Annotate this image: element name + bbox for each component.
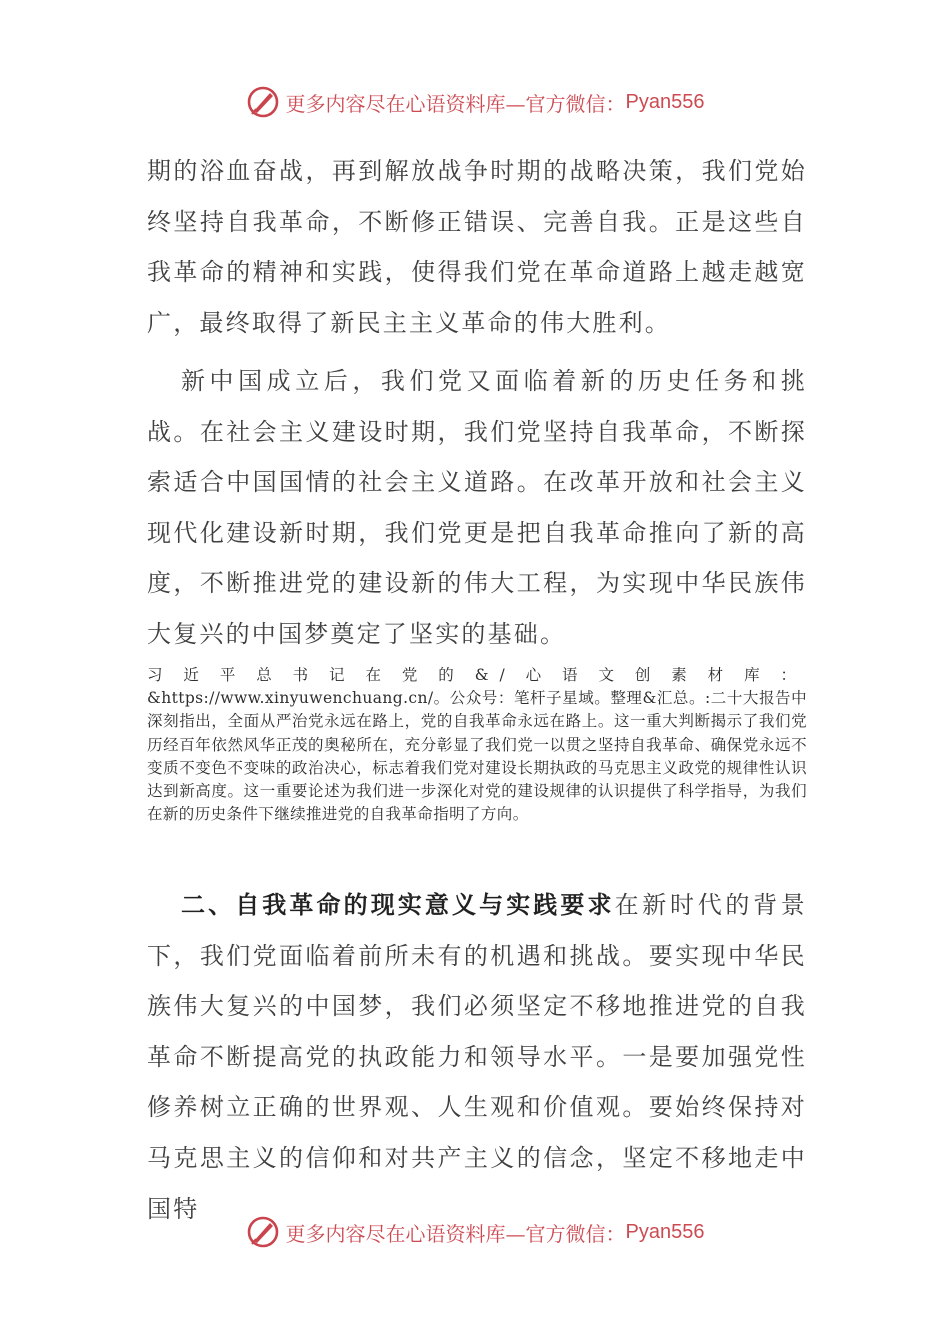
quill-pen-icon xyxy=(246,1215,280,1249)
section-text: 在新时代的背景下，我们党面临着前所未有的机遇和挑战。要实现中华民族伟大复兴的中国梦，我们必须坚定不移地推进党的自我革命不断提高党的执政能力和领导水平。一是要加强党性修养树立正确的世界观、人生观和价值观。要始终保持对马克思主义的信仰和对共产主义的信念，坚定不移地走中国特 xyxy=(147,891,807,1223)
header-banner-id: Pyan556 xyxy=(625,90,705,113)
footer-banner-id: Pyan556 xyxy=(625,1220,705,1243)
paragraph-continuation: 期的浴血奋战，再到解放战争时期的战略决策，我们党始终坚持自我革命，不断修正错误、完善自我。正是这些自我革命的精神和实践，使得我们党在革命道路上越走越宽广，最终取得了新民主主义革命的伟大胜利。 xyxy=(147,157,807,337)
section-heading: 二、自我革命的现实意义与实践要求 xyxy=(181,890,615,919)
header-banner-text: 更多内容尽在心语资料库—官方微信： xyxy=(285,91,626,116)
source-note-body: &https://www.xinyuwenchuang.cn/。公众号：笔杆子星域。整理&汇总。:二十大报告中深刻指出，全面从严治党永远在路上，党的自我革命永远在路上。这一重大判断揭示了我们党历经百年依然风华正茂的奥秘所在，充分彰显了我们党一以贯之坚持自我革命、确保党永远不变质不变色不变味的政治决心，标志着我们党对建设长期执政的马克思主义政党的规律性认识达到新高度。这一重要论述为我们进一步深化对党的建设规律的认识提供了科学指导，为我们在新的历史条件下继续推进党的自我革命指明了方向。 xyxy=(147,689,807,824)
footer-banner-text: 更多内容尽在心语资料库—官方微信： xyxy=(285,1221,626,1246)
source-note-lead: 习近平总书记在党的&/心语文创素材库： xyxy=(147,666,807,684)
quill-pen-icon xyxy=(246,85,280,119)
header-banner xyxy=(0,82,950,122)
section-two xyxy=(147,880,807,1234)
source-note xyxy=(147,664,807,826)
footer-banner xyxy=(0,1212,950,1252)
paragraph-new-china: 新中国成立后，我们党又面临着新的历史任务和挑战。在社会主义建设时期，我们党坚持自我革命，不断探索适合中国国情的社会主义道路。在改革开放和社会主义现代化建设新时期，我们党更是把自我革命推向了新的高度，不断推进党的建设新的伟大工程，为实现中华民族伟大复兴的中国梦奠定了坚实的基础。 xyxy=(147,367,807,648)
